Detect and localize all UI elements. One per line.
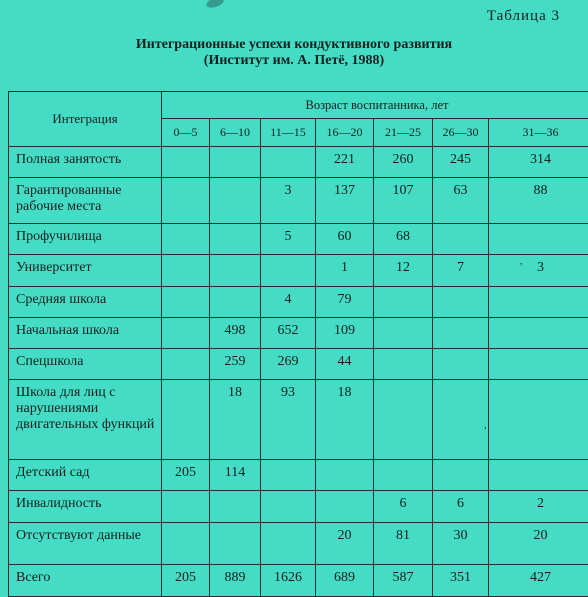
table-cell: 587 — [374, 565, 433, 597]
table-cell: 269 — [261, 349, 316, 380]
table-cell: 314 — [489, 147, 588, 178]
row-label: Школа для лиц с нарушениями двигательных функций — [9, 380, 162, 460]
table-subtitle: (Институт им. А. Петё, 1988) — [0, 53, 588, 69]
table-cell — [210, 147, 261, 178]
age-group-header: 26—30 — [433, 119, 489, 147]
table-cell — [162, 178, 210, 224]
table-cell — [261, 491, 316, 523]
stray-mark: , — [520, 256, 523, 267]
table-cell — [316, 491, 374, 523]
table-cell — [210, 287, 261, 318]
table-cell: 1 — [316, 255, 374, 287]
table-cell: 18 — [210, 380, 261, 460]
table-cell — [489, 349, 588, 380]
table-cell: 6 — [433, 491, 489, 523]
table-row — [9, 523, 588, 565]
table-cell — [162, 491, 210, 523]
table-cell: 205 — [162, 460, 210, 491]
table-cell: 5 — [261, 224, 316, 255]
table-row — [9, 178, 588, 224]
table-cell — [489, 224, 588, 255]
table-cell: 93 — [261, 380, 316, 460]
ink-smudge — [205, 0, 225, 10]
table-cell: 259 — [210, 349, 261, 380]
table-row — [9, 147, 588, 178]
table-cell — [210, 491, 261, 523]
table-row — [9, 460, 588, 491]
table-cell — [374, 349, 433, 380]
row-label: Профучилища — [9, 224, 162, 255]
table-cell — [433, 318, 489, 349]
table-cell: 7 — [433, 255, 489, 287]
table-cell — [162, 380, 210, 460]
table-title: Интеграционные успехи кондуктивного развития — [0, 37, 588, 53]
table-cell: 88 — [489, 178, 588, 224]
table-cell — [316, 460, 374, 491]
table-cell — [162, 523, 210, 565]
row-label: Детский сад — [9, 460, 162, 491]
table-cell — [374, 287, 433, 318]
table-cell — [489, 460, 588, 491]
table-cell — [162, 255, 210, 287]
table-cell — [374, 318, 433, 349]
table-cell: 137 — [316, 178, 374, 224]
age-group-header: 16—20 — [316, 119, 374, 147]
table-cell: 30 — [433, 523, 489, 565]
row-label: Отсутствуют данные — [9, 523, 162, 565]
stray-mark: , — [484, 420, 487, 431]
table-cell — [489, 380, 588, 460]
table-cell: 205 — [162, 565, 210, 597]
table-cell — [374, 380, 433, 460]
table-cell: 68 — [374, 224, 433, 255]
table-cell: 107 — [374, 178, 433, 224]
table-cell — [210, 255, 261, 287]
table-cell: 79 — [316, 287, 374, 318]
table-cell — [162, 349, 210, 380]
table-cell: 652 — [261, 318, 316, 349]
table-cell — [210, 178, 261, 224]
table-cell: 260 — [374, 147, 433, 178]
table-cell: 221 — [316, 147, 374, 178]
table-cell — [489, 287, 588, 318]
table-cell: 109 — [316, 318, 374, 349]
row-label: Всего — [9, 565, 162, 597]
table-cell — [162, 224, 210, 255]
table-cell: 6 — [374, 491, 433, 523]
table-cell: 498 — [210, 318, 261, 349]
table-cell — [210, 224, 261, 255]
table-cell: 12 — [374, 255, 433, 287]
table-cell: 3 — [489, 255, 588, 287]
table-cell: 3 — [261, 178, 316, 224]
row-label: Полная занятость — [9, 147, 162, 178]
table-cell — [374, 460, 433, 491]
table-row — [9, 380, 588, 460]
header-age: Возраст воспитанника, лет — [162, 92, 588, 119]
table-cell — [162, 287, 210, 318]
table-cell: 44 — [316, 349, 374, 380]
table-cell: 18 — [316, 380, 374, 460]
table-cell: 351 — [433, 565, 489, 597]
table-cell — [261, 523, 316, 565]
table-row — [9, 565, 588, 597]
table-cell: 889 — [210, 565, 261, 597]
row-label: Средняя школа — [9, 287, 162, 318]
age-group-header: 31—36 — [489, 119, 588, 147]
row-label: Инвалидность — [9, 491, 162, 523]
table-cell: 63 — [433, 178, 489, 224]
table-cell — [433, 380, 489, 460]
table-row — [9, 318, 588, 349]
table-cell — [261, 147, 316, 178]
table-cell — [162, 147, 210, 178]
age-group-header: 0—5 — [162, 119, 210, 147]
table-number: Таблица 3 — [487, 8, 560, 25]
row-label: Начальная школа — [9, 318, 162, 349]
table-cell: 2 — [489, 491, 588, 523]
table-cell — [210, 523, 261, 565]
age-group-header: 6—10 — [210, 119, 261, 147]
header-integration: Интеграция — [9, 92, 162, 147]
table-cell: 427 — [489, 565, 588, 597]
table-row — [9, 287, 588, 318]
table-cell: 114 — [210, 460, 261, 491]
table-cell: 689 — [316, 565, 374, 597]
table-cell: 20 — [489, 523, 588, 565]
table-cell: 1626 — [261, 565, 316, 597]
row-label: Спецшкола — [9, 349, 162, 380]
row-label: Гарантированные рабочие места — [9, 178, 162, 224]
table-cell — [433, 460, 489, 491]
table-row — [9, 491, 588, 523]
table-cell: 4 — [261, 287, 316, 318]
data-table — [8, 91, 588, 597]
table-cell — [162, 318, 210, 349]
age-group-header: 11—15 — [261, 119, 316, 147]
table-cell: 81 — [374, 523, 433, 565]
row-label: Университет — [9, 255, 162, 287]
table-cell — [433, 224, 489, 255]
table-cell: 245 — [433, 147, 489, 178]
table-cell — [433, 287, 489, 318]
table-cell — [489, 318, 588, 349]
table-cell — [433, 349, 489, 380]
table-cell — [261, 460, 316, 491]
table-cell: 60 — [316, 224, 374, 255]
table-cell: 20 — [316, 523, 374, 565]
table-row — [9, 224, 588, 255]
table-cell — [261, 255, 316, 287]
table-row — [9, 349, 588, 380]
age-group-header: 21—25 — [374, 119, 433, 147]
table-row — [9, 255, 588, 287]
